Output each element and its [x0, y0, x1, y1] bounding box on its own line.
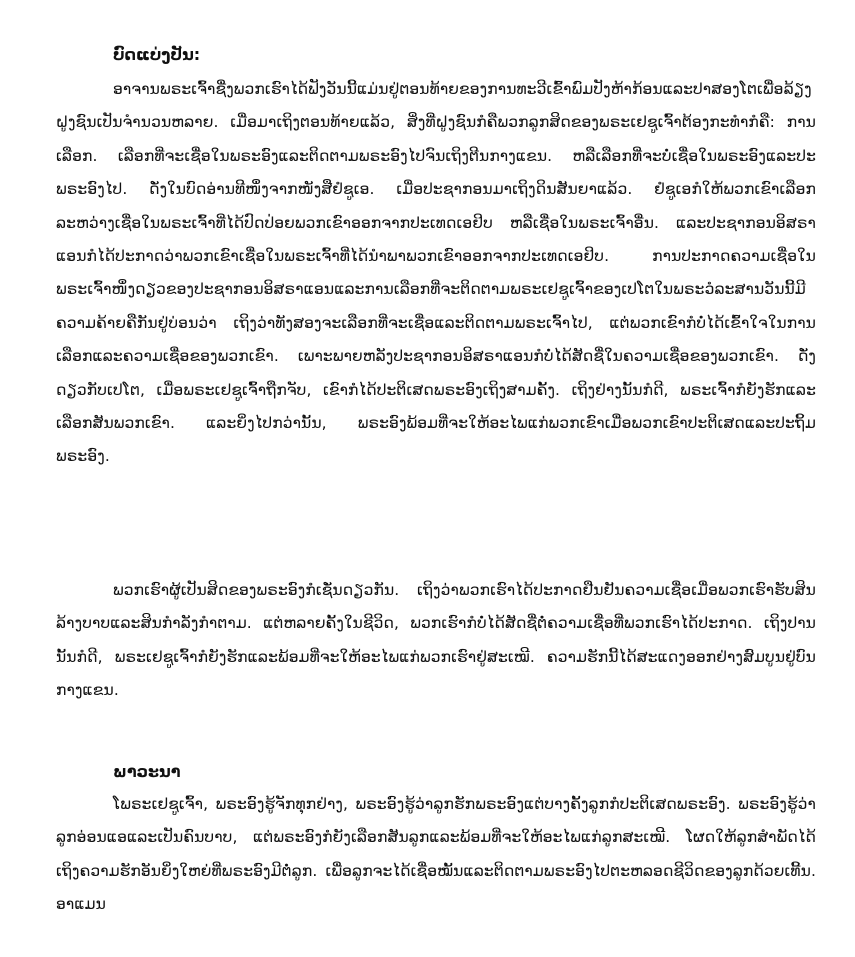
sharing-paragraph-1: ອາຈານພຣະເຈົ້າຊື່ງພວກເຮົາໄດ້ຟັງວັນນີ້ແມ່ນຢູ່ຕອນທ້າຍຂອງການທະວີເຂົ້າພົມປັງຫ້າກ້ອນແລະປາສອງໂຕເພື່ອລ້ຽງຝູງຊົນເປັນຈຳນວນຫລາຍ. ເມື່ອມາເຖິງຕອນທ້າຍແລ້ວ, ສິ່ງທີ່ຝູງຊົນກໍຄືພວກລູກສິດຂອງພຣະເຢຊູເຈົ້າຕ້ອງກະທຳກໍຄື: ການເລືອກ. ເລືອກທີ່ຈະເຊື່ອໃນພຣະອົງແລະຕິດຕາມພຣະອົງໄປຈົນເຖິງຕີນກາງແຂນ. ຫລືເລືອກທີ່ຈະບໍ່ເຊື່ອໃນພຣະອົງແລະປະພຣະອົງໄປ. ດັ່ງໃນບົດອ່ານທີໜຶ່ງຈາກໜັງສືຢໍຊູເອ. ເມື່ອປະຊາກອນມາເຖິງດິນສັນຍາແລ້ວ. ຢໍຊູເອກໍໃຫ້ພວກເຂົາເລືອກລະຫວ່າງເຊື່ອໃນພຣະເຈົ້າທີ່ໄດ້ປົດປ່ອຍພວກເຂົາອອກຈາກປະເທດເອຢິບ ຫລືເຊື່ອໃນພຣະເຈົ້າອື່ນ. ແລະປະຊາກອນອິສຣາແອນກໍໄດ້ປະກາດວ່າພວກເຂົາເຊື່ອໃນພຣະເຈົ້າທີ່ໄດ້ນຳພາພວກເຂົາອອກຈາກປະເທດເອຢິບ. ການປະກາດຄວາມເຊື່ອໃນພຣະເຈົ້າໜຶ່ງດຽວຂອງປະຊາກອນອິສຣາແອນແລະການເລືອກທີ່ຈະຕິດຕາມພຣະເຢຊູເຈົ້າຂອງເປໂຕໃນພຣະວໍລະສານວັນນີ້ມີຄວາມຄ້າຍຄືກັນຢູ່ບ່ອນວ່າ ເຖິງວ່າທັງສອງຈະເລືອກທີ່ຈະເຊື່ອແລະຕິດຕາມພຣະເຈົ້າໄປ, ແຕ່ພວກເຂົາກໍບໍ່ໄດ້ເຂົ້າໃຈໃນການເລືອກແລະຄວາມເຊື່ອຂອງພວກເຂົາ. ເພາະພາຍຫລັງປະຊາກອນອິສຣາແອນກໍບໍ່ໄດ້ສັດຊື່ໃນຄວາມເຊື່ອຂອງພວກເຂົາ. ດັ່ງດຽວກັບເປໂຕ, ເມື່ອພຣະເຢຊູເຈົ້າຖືກຈັບ, ເຂົາກໍໄດ້ປະຕິເສດພຣະອົງເຖິງສາມຄັ້ງ. ເຖິງຢ່າງນັ້ນກໍດີ, ພຣະເຈົ້າກໍຍັງຮັກແລະເລືອກສັນພວກເຂົາ. ແລະຍິ່ງໄປກວ່ານັ້ນ, ພຣະອົງພ້ອມທີ່ຈະໃຫ້ອະໄພແກ່ພວກເຂົາເມື່ອພວກເຂົາປະຕິເສດແລະປະຖິ້ມພຣະອົງ. [56, 80, 816, 466]
sharing-paragraph-2: ພວກເຮົາຜູ້ເປັນສິດຂອງພຣະອົງກໍເຊັ່ນດຽວກັນ. ເຖິງວ່າພວກເຮົາໄດ້ປະກາດຢືນຢັນຄວາມເຊື່ອເມື່ອພວກເຮົາຮັບສິນລ້າງບາບແລະສິນກຳລັງກຳຕາມ. ແຕ່ຫລາຍຄັ້ງໃນຊີວິດ, ພວກເຮົາກໍບໍ່ໄດ້ສັດຊື່ຕໍ່ຄວາມເຊື່ອທີ່ພວກເຮົາໄດ້ປະກາດ. ເຖິງປານນັ້ນກໍດີ, ພຣະເຢຊູເຈົ້າກໍຍັງຮັກແລະພ້ອມທີ່ຈະໃຫ້ອະໄພແກ່ພວກເຮົາຢູ່ສະເໝີ. ຄວາມຮັກນີ້ໄດ້ສະແດງອອກຢ່າງສົມບູນຢູ່ບົນກາງແຂນ. [56, 581, 816, 700]
prayer-heading: ພາວະນາ [113, 762, 181, 781]
prayer-paragraph: ໂພຣະເຢຊູເຈົ້າ, ພຣະອົງຮູ້ຈັກທຸກຢ່າງ, ພຣະອົງຮູ້ວ່າລູກຮັກພຣະອົງແຕ່ບາງຄັ້ງລູກກໍປະຕິເສດພຣະອົງ. ພຣະອົງຮູ້ວ່າລູກອ່ອນແອແລະເປັນຄົນບາບ, ແຕ່ພຣະອົງກໍຍັງເລືອກສັນລູກແລະພ້ອມທີ່ຈະໃຫ້ອະໄພແກ່ລູກສະເໝີ. ໂຜດໃຫ້ລູກສຳພັດໄດ້ເຖິງຄວາມຮັກອັນຍິ່ງໃຫຍ່ທີ່ພຣະອົງມີຕໍ່ລູກ. ເພື່ອລູກຈະໄດ້ເຊື່ອໝັ້ນແລະຕິດຕາມພຣະອົງໄປຕະຫລອດຊີວິດຂອງລູກດ້ວຍເທີ້ນ. ອາແມນ [56, 795, 816, 914]
sharing-heading: ບົດແບ່ງປັນ: [113, 45, 201, 64]
